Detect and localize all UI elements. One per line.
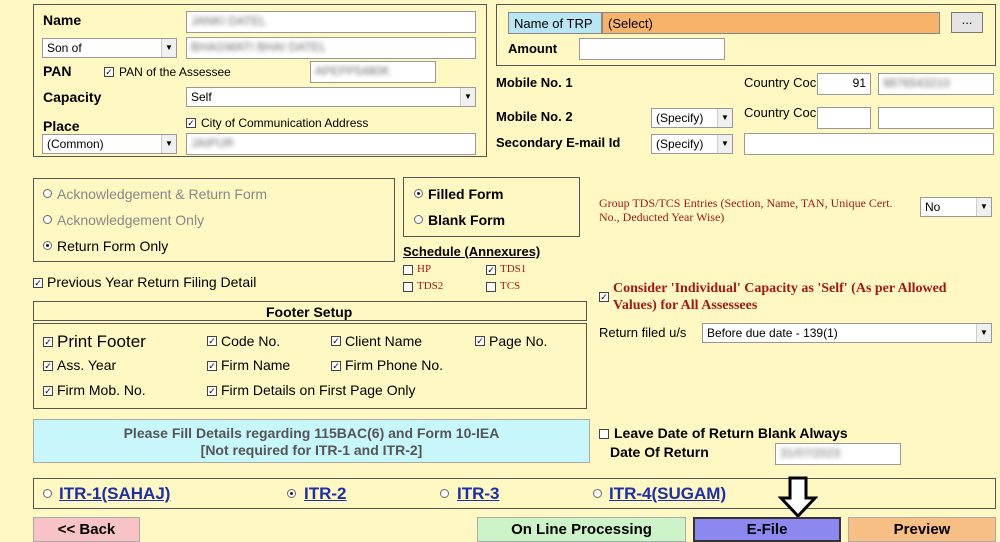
country-code-label: Country Coc (744, 75, 817, 90)
country-code2-field[interactable] (817, 107, 871, 129)
tds1-label: TDS1 (500, 263, 527, 275)
leave-date-checkbox[interactable] (599, 429, 609, 439)
name-field[interactable]: JANKI DATEL (186, 11, 476, 33)
arrow-down-icon (778, 476, 818, 518)
blank-form-radio[interactable] (414, 215, 423, 224)
return-filed-select[interactable] (702, 323, 992, 343)
place-label: Place (43, 118, 80, 134)
firm-mob-label: Firm Mob. No. (57, 382, 146, 398)
return-filed-label: Return filed u/s (599, 325, 687, 340)
pan-label: PAN (43, 63, 72, 79)
itr3-radio[interactable] (440, 489, 449, 498)
relation-select-value: Son of (47, 41, 82, 55)
firm-name-label: Firm Name (221, 357, 291, 373)
return-only-label: Return Form Only (57, 238, 169, 254)
footer-setup-title: Footer Setup (266, 304, 353, 320)
chevron-down-icon[interactable]: ▼ (161, 39, 176, 57)
itr1-link[interactable]: ITR-1(SAHAJ) (59, 484, 171, 503)
ack-return-radio[interactable] (43, 189, 52, 198)
ass-year-label: Ass. Year (57, 357, 117, 373)
print-footer-label: Print Footer (57, 332, 146, 351)
group-tds-text: Group TDS/TCS Entries (Section, Name, TAN, Unique Cert. No., Deducted Year Wise) (599, 196, 893, 224)
tcs-label: TCS (500, 280, 521, 292)
chevron-down-icon[interactable]: ▼ (976, 198, 991, 216)
consider-capacity-label: Consider 'Individual' Capacity as 'Self' (As per Allowed Values) for All Assessees (613, 281, 947, 313)
firm-phone-label: Firm Phone No. (345, 357, 444, 373)
itr-panel (33, 478, 996, 509)
return-only-radio[interactable] (43, 241, 52, 250)
chevron-down-icon[interactable]: ▼ (717, 135, 732, 153)
back-button[interactable]: << Back (33, 517, 140, 542)
firm-phone-checkbox[interactable]: ✓ (332, 361, 340, 371)
relation-select[interactable] (42, 38, 177, 58)
trp-browse-button[interactable]: ... (951, 12, 983, 33)
code-no-checkbox[interactable]: ✓ (208, 336, 216, 346)
place-select-value: (Common) (47, 137, 104, 151)
secondary-email-field[interactable] (744, 133, 994, 155)
ack-only-radio[interactable] (43, 215, 52, 224)
hp-checkbox[interactable] (403, 265, 413, 275)
code-no-label: Code No. (221, 333, 281, 349)
itr3-link[interactable]: ITR-3 (457, 484, 500, 503)
firm-mob-checkbox[interactable]: ✓ (44, 386, 52, 396)
tds2-label: TDS2 (417, 280, 444, 292)
client-name-label: Client Name (345, 333, 423, 349)
country-code2-label: Country Coc (744, 105, 817, 120)
chevron-down-icon[interactable]: ▼ (976, 324, 991, 342)
relation-field[interactable]: BHAGWATI BHAI DATEL (186, 37, 476, 59)
chevron-down-icon[interactable]: ▼ (161, 135, 176, 153)
prev-year-checkbox[interactable]: ✓ (34, 278, 42, 288)
page-no-checkbox[interactable]: ✓ (476, 336, 484, 346)
capacity-select-value: Self (191, 90, 212, 104)
mobile1-field[interactable]: 9876543210 (878, 73, 994, 95)
ack-only-label: Acknowledgement Only (57, 212, 205, 228)
notice-line1: Please Fill Details regarding 115BAC(6) and Form 10-IEA (123, 425, 500, 441)
mobile2-specify-value: (Specify) (656, 111, 704, 125)
trp-label: Name of TRP (508, 12, 602, 34)
capacity-select[interactable] (186, 87, 476, 107)
name-label: Name (43, 12, 82, 28)
place-field[interactable]: JAIPUR (186, 133, 476, 155)
print-footer-checkbox[interactable]: ✓ (44, 337, 52, 347)
place-select[interactable] (42, 134, 177, 154)
prev-year-label: Previous Year Return Filing Detail (47, 274, 257, 290)
efile-button[interactable]: E-File (693, 517, 841, 542)
tcs-checkbox[interactable] (486, 282, 496, 292)
firm-name-checkbox[interactable]: ✓ (208, 361, 216, 371)
consider-capacity-checkbox[interactable]: ✓ (600, 292, 608, 302)
date-of-return-field[interactable]: 31/07/2023 (775, 443, 901, 465)
itr2-link[interactable]: ITR-2 (304, 484, 347, 503)
itr4-radio[interactable] (593, 489, 602, 498)
itr1-radio[interactable] (43, 489, 52, 498)
group-tds-select[interactable] (920, 197, 992, 217)
mobile2-label: Mobile No. 2 (496, 109, 573, 124)
mobile1-label: Mobile No. 1 (496, 75, 573, 90)
pan-field[interactable]: APEPP5480K (310, 61, 436, 83)
amount-field[interactable] (579, 38, 725, 60)
schedule-title: Schedule (Annexures) (403, 244, 541, 259)
firm-details-label: Firm Details on First Page Only (221, 382, 416, 398)
hp-label: HP (417, 263, 432, 275)
itr2-radio[interactable] (287, 489, 296, 498)
pan-checkbox-label: PAN of the Assessee (119, 65, 231, 79)
itr4-link[interactable]: ITR-4(SUGAM) (609, 484, 727, 503)
place-checkbox-label: City of Communication Address (201, 116, 369, 130)
tds1-checkbox[interactable]: ✓ (487, 265, 495, 275)
blank-form-label: Blank Form (428, 212, 506, 228)
chevron-down-icon[interactable]: ▼ (460, 88, 475, 106)
online-processing-button[interactable]: On Line Processing (477, 517, 686, 542)
preview-button[interactable]: Preview (848, 517, 996, 542)
mobile2-specify-select[interactable] (651, 108, 733, 128)
chevron-down-icon[interactable]: ▼ (717, 109, 732, 127)
ack-return-label: Acknowledgement & Return Form (57, 186, 268, 202)
return-filed-value: Before due date - 139(1) (707, 326, 838, 340)
ass-year-checkbox[interactable]: ✓ (44, 361, 52, 371)
date-of-return-label: Date Of Return (610, 444, 709, 460)
tds2-checkbox[interactable] (403, 282, 413, 292)
email-specify-value: (Specify) (656, 137, 704, 151)
group-tds-value: No (925, 200, 941, 214)
notice-box[interactable] (33, 419, 590, 463)
firm-details-checkbox[interactable]: ✓ (208, 386, 216, 396)
pan-checkbox[interactable]: ✓ (105, 67, 113, 77)
trp-select[interactable]: (Select) (602, 12, 940, 34)
leave-date-label: Leave Date of Return Blank Always (614, 425, 848, 441)
mobile2-field[interactable] (878, 107, 994, 129)
amount-label: Amount (508, 41, 558, 56)
capacity-label: Capacity (43, 89, 102, 105)
email-specify-select[interactable] (651, 134, 733, 154)
filled-form-label: Filled Form (428, 186, 504, 202)
place-checkbox[interactable]: ✓ (187, 118, 195, 128)
secondary-email-label: Secondary E-mail Id (496, 135, 621, 150)
client-name-checkbox[interactable]: ✓ (332, 336, 340, 346)
notice-line2: [Not required for ITR-1 and ITR-2] (200, 442, 423, 458)
page-no-label: Page No. (489, 333, 548, 349)
country-code-field[interactable]: 91 (817, 73, 871, 95)
filled-form-radio[interactable] (414, 189, 423, 198)
